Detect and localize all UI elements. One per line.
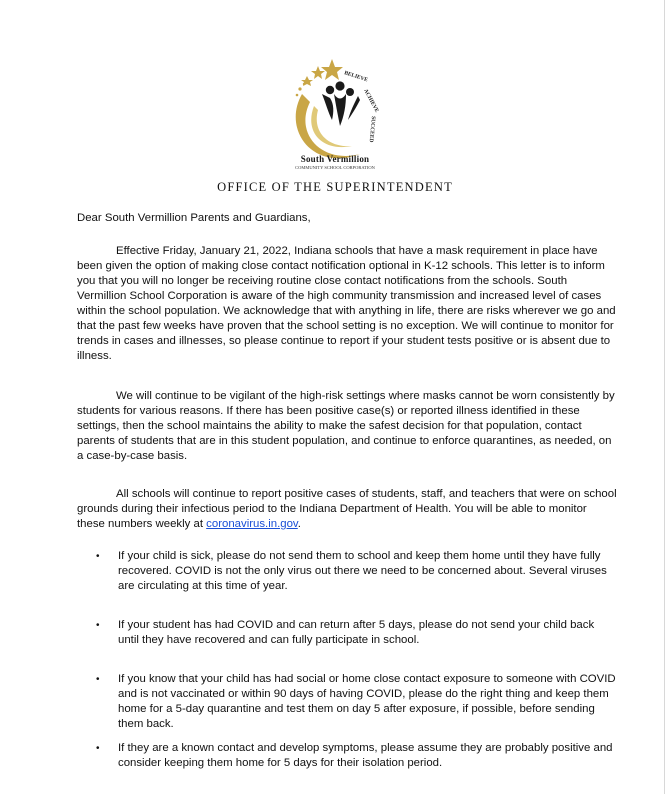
star-dot (303, 83, 305, 85)
bullet-item: If they are a known contact and develop symptoms, please assume they are probably positive and consider keeping them home for 5 days for their isolation period. (118, 742, 613, 769)
logo-word: ACHIEVE (362, 88, 380, 114)
paragraph-2: We will continue to be vigilant of the high-risk settings where masks cannot be worn consistently by students for various reasons. If there has been positive case(s) or reported illness identified in these settings, then the school maintains the ability to make the safest decision for that population, contact parents of students that are in this student population, and continue to enforce quarantines, as needed, on a case-by-case basis. (77, 390, 615, 462)
coronavirus-link[interactable]: coronavirus.in.gov (206, 518, 298, 530)
bullet-item: If you know that your child has had social or home close contact exposure to someone with COVID and is not vaccinated or within 90 days of having COVID, please do the right thing and keep them home for a 5-day quarantine and test them on day 5 after exposure, if possible, before sending them back. (118, 673, 616, 730)
figure-body (348, 96, 360, 120)
figure-head (335, 81, 344, 90)
figure-body (334, 94, 346, 126)
paragraph-3-text: All schools will continue to report positive cases of students, staff, and teachers that were on school grounds during their infectious period to the Indiana Department of Health. You will be able to monitor these numbers weekly at (77, 488, 617, 530)
logo-word: SUCCEED (367, 115, 376, 143)
bullet-item: If your child is sick, please do not send them to school and keep them home until they have fully recovered. COVID is not the only virus out there we need to be concerned about. Several viruses are circulating at this time of year. (118, 550, 607, 592)
bullet-icon: • (96, 674, 100, 685)
paragraph-3 (77, 487, 617, 532)
star-icon (301, 76, 313, 86)
salutation: Dear South Vermillion Parents and Guardians, (77, 212, 311, 224)
figure-head (346, 88, 354, 96)
office-title: OFFICE OF THE SUPERINTENDENT (217, 180, 453, 194)
bullet-item: If your student has had COVID and can return after 5 days, please do not send your child back until they have recovered and can fully participate in school. (118, 619, 595, 646)
figure-head (326, 86, 334, 94)
paragraph-1: Effective Friday, January 21, 2022, Indiana schools that have a mask requirement in place have been given the option of making close contact notification optional in K-12 schools. This letter is to inform you that you will no longer be receiving routine close contact notifications from the schools. South Vermillion School Corporation is aware of the high community transmission and increased level of cases within the school population. We acknowledge that with anything in life, there are risks wherever we go and that the past few weeks have proven that the school setting is no exception. We will continue to monitor for trends in cases and illnesses, so please continue to report if your student tests positive or is absent due to illness. (77, 245, 616, 362)
logo-word: BELIEVE (343, 70, 369, 84)
bullet-icon: • (96, 743, 100, 754)
org-name: South Vermillion (300, 154, 370, 164)
star-dot (296, 94, 299, 97)
star-icon (321, 59, 343, 80)
paragraph-3-end: . (297, 518, 301, 530)
org-subtitle: COMMUNITY SCHOOL CORPORATION (295, 165, 375, 170)
bullet-icon: • (96, 620, 100, 631)
bullet-icon: • (96, 551, 100, 562)
figure-body (322, 94, 333, 120)
star-dot (298, 87, 301, 90)
